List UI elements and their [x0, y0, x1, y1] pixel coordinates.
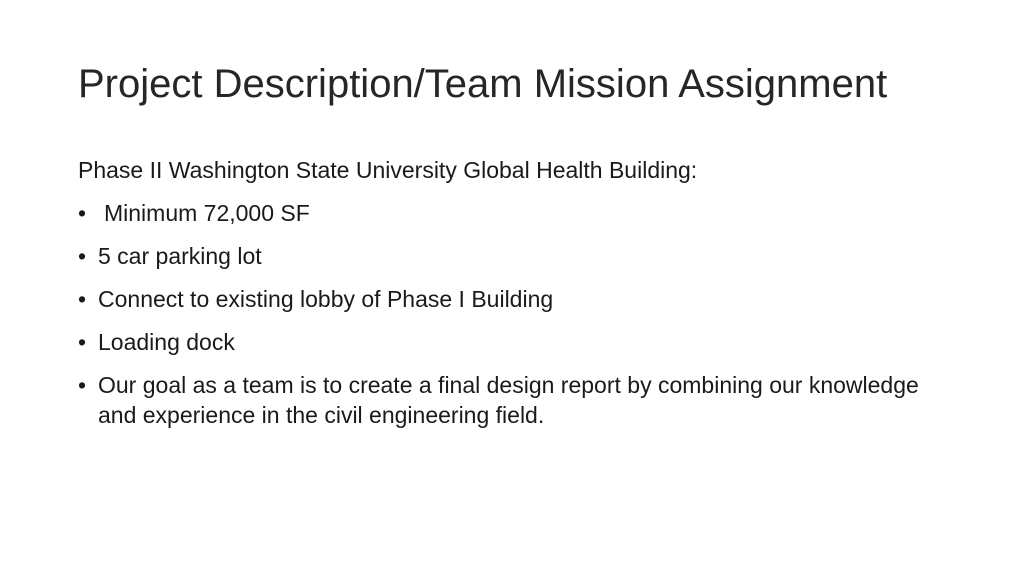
bullet-text: Our goal as a team is to create a final design report by combining our knowledge and experience in the civil engineering field.	[98, 372, 919, 428]
bullet-list	[78, 198, 958, 430]
bullet-item	[78, 284, 958, 314]
slide-title: Project Description/Team Mission Assignment	[78, 62, 888, 106]
bullet-text: Minimum 72,000 SF	[104, 200, 310, 226]
bullet-item	[78, 327, 958, 357]
bullet-item	[78, 198, 958, 228]
bullet-item	[78, 370, 958, 430]
intro-text: Phase II Washington State University Global Health Building:	[78, 157, 698, 183]
bullet-icon: •	[78, 200, 87, 226]
slide-body	[78, 155, 958, 443]
bullet-item	[78, 241, 958, 271]
bullet-icon: •	[78, 243, 87, 269]
bullet-icon: •	[78, 372, 87, 398]
bullet-text: Loading dock	[98, 329, 235, 355]
bullet-text: Connect to existing lobby of Phase I Building	[98, 286, 554, 312]
bullet-icon: •	[78, 286, 87, 312]
bullet-icon: •	[78, 329, 87, 355]
bullet-text: 5 car parking lot	[98, 243, 262, 269]
